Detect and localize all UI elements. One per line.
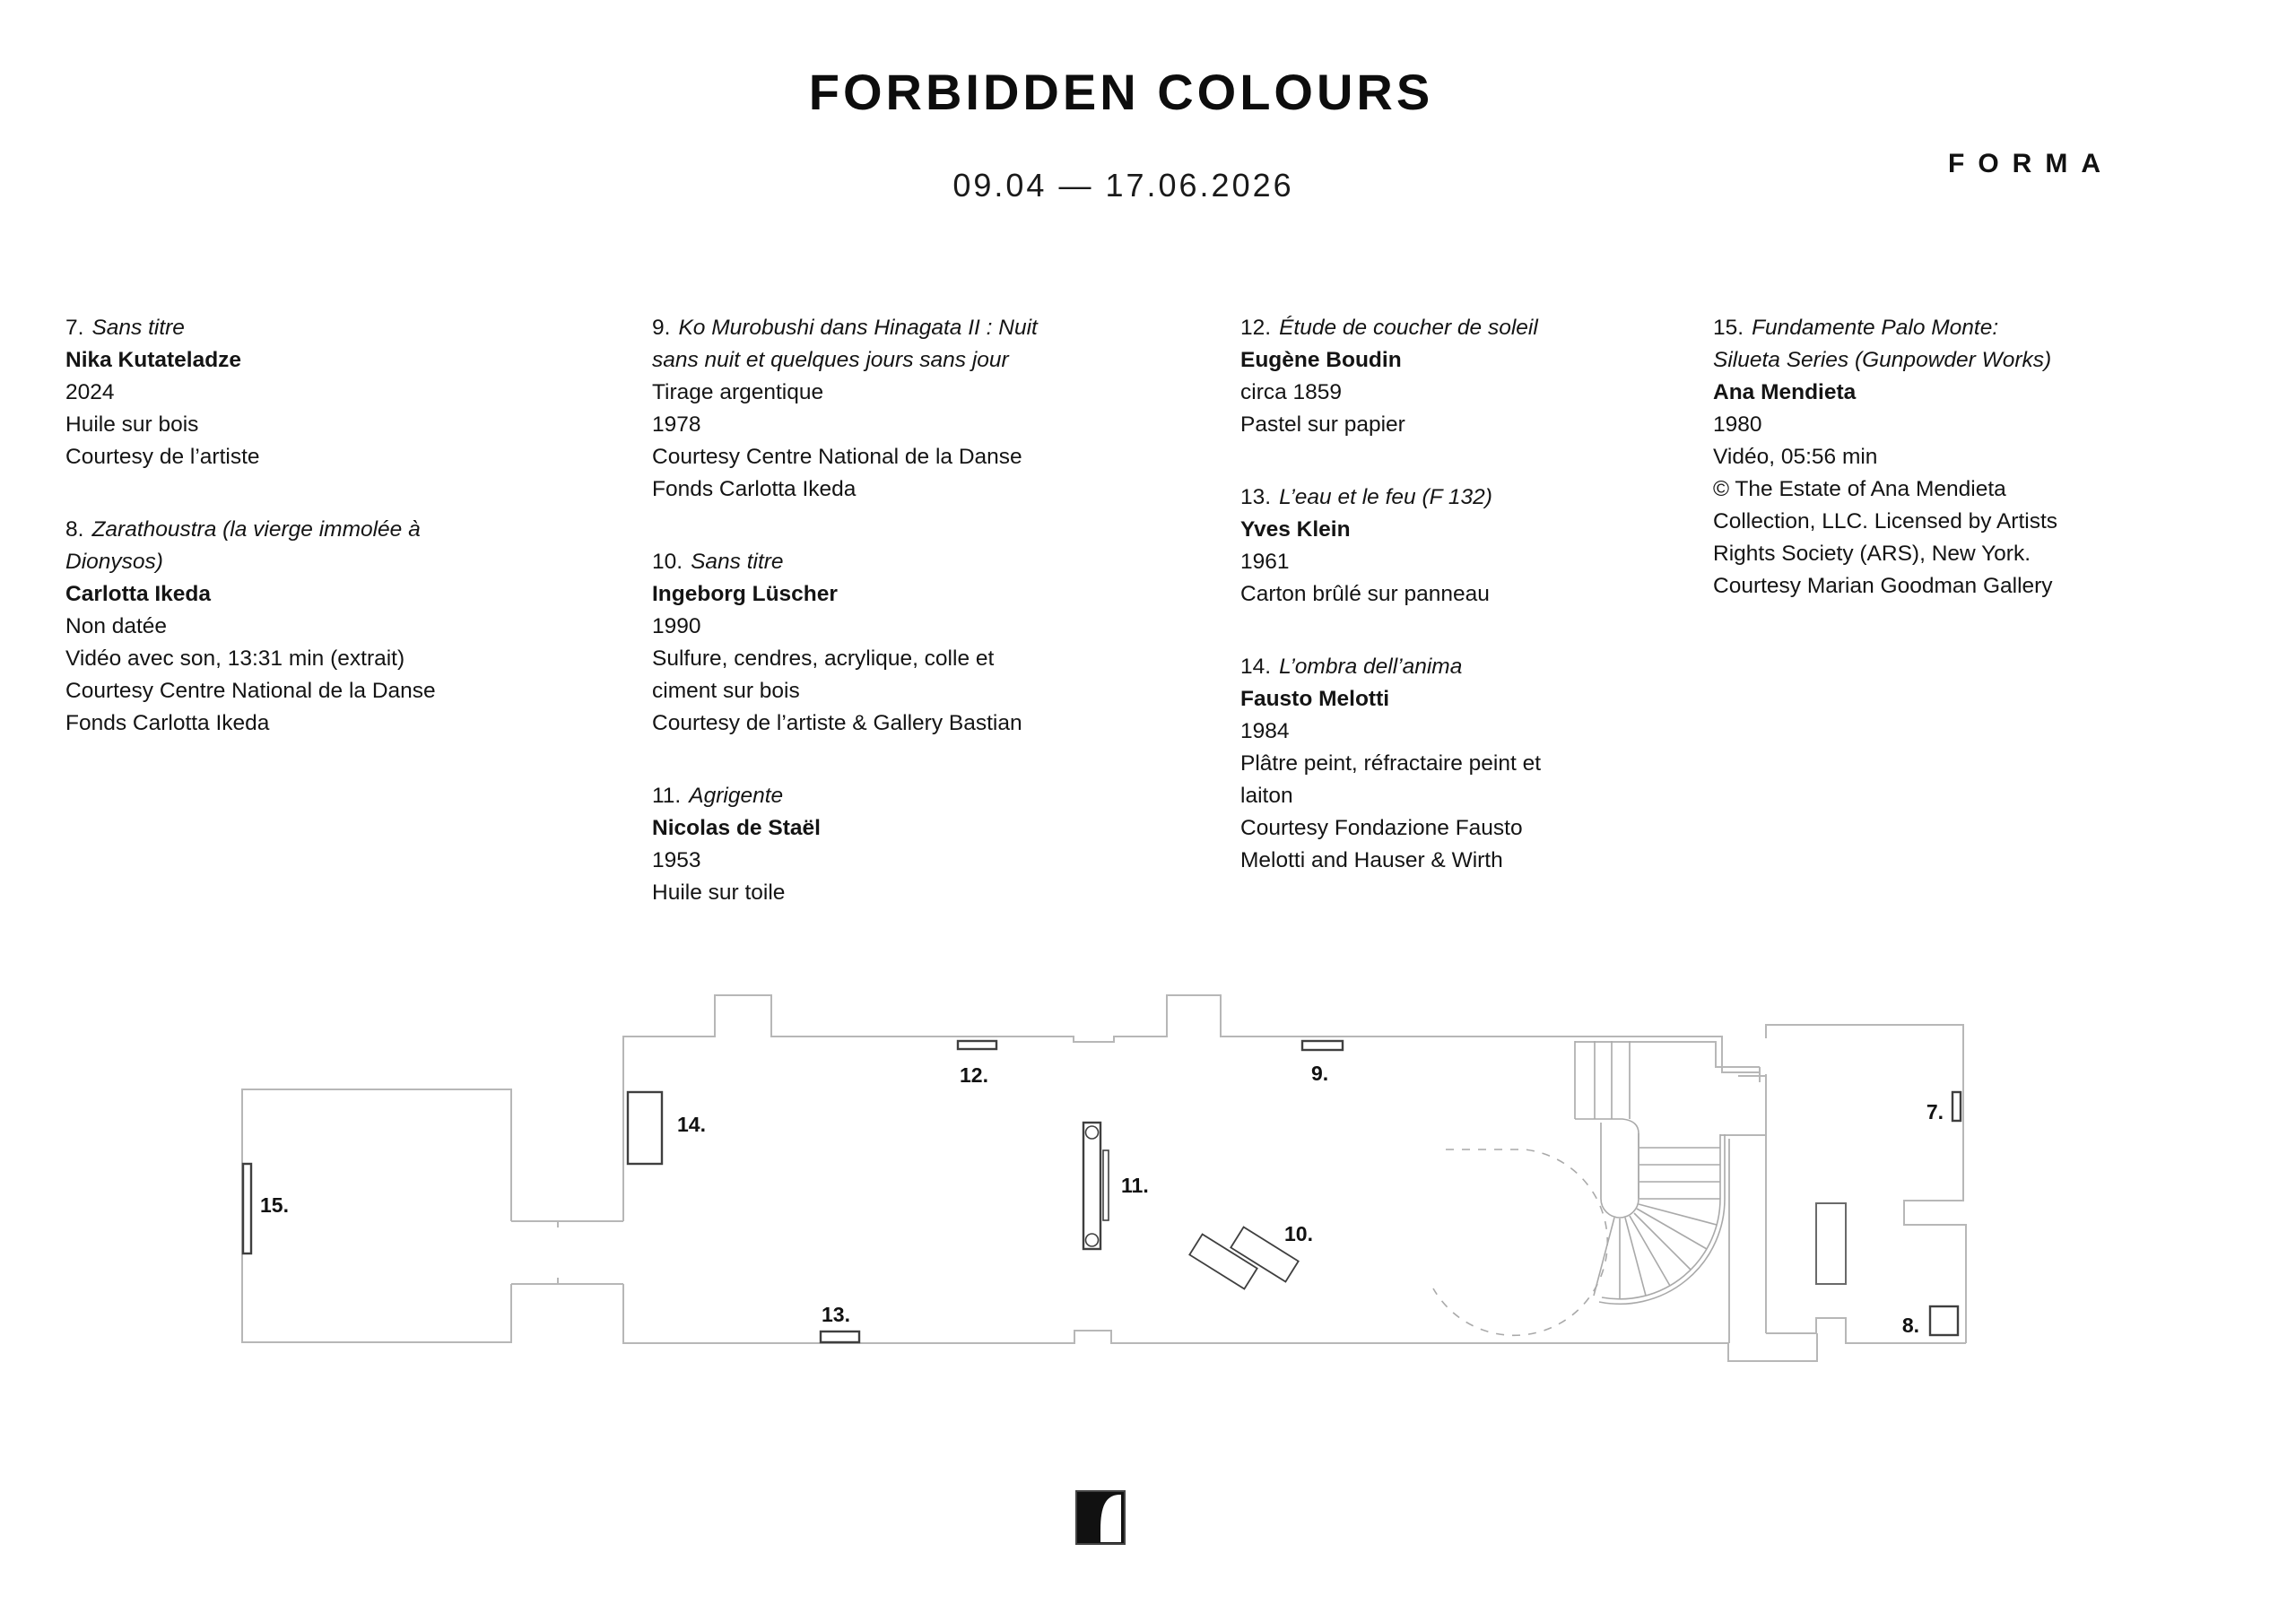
artwork-detail: circa 1859 xyxy=(1240,380,1343,404)
plan-label-10: 10. xyxy=(1284,1222,1313,1245)
hall-top-wall xyxy=(623,995,1760,1221)
plan-label-12: 12. xyxy=(960,1063,988,1087)
artwork-detail: Vidéo, 05:56 min xyxy=(1713,445,1878,469)
stair-landing-edge xyxy=(1575,1119,1639,1199)
artist-name: Yves Klein xyxy=(1240,517,1351,542)
artwork-detail: Tirage argentique xyxy=(652,380,824,404)
plan-label-13: 13. xyxy=(822,1303,850,1326)
artwork-detail: 1978 xyxy=(652,412,701,437)
artwork-detail: © The Estate of Ana Mendieta xyxy=(1713,477,2006,501)
forma-door-logo-icon xyxy=(1076,1491,1125,1544)
artwork-title: 9. Ko Murobushi dans Hinagata II : Nuit xyxy=(652,316,1038,340)
artist-name: Nika Kutateladze xyxy=(65,348,242,372)
artist-name: Ana Mendieta xyxy=(1713,380,1857,404)
artwork-title-line2: Silueta Series (Gunpowder Works) xyxy=(1713,348,2052,372)
artwork-detail: Non datée xyxy=(65,614,168,638)
artwork-detail: Fonds Carlotta Ikeda xyxy=(65,711,270,735)
stair-passage-wall xyxy=(1575,1042,1760,1067)
page-title: FORBIDDEN COLOURS xyxy=(808,64,1434,120)
stair-void-dashed xyxy=(1433,1149,1607,1335)
stair-outer-rail xyxy=(1599,1134,1725,1304)
artwork-title: 15. Fundamente Palo Monte: xyxy=(1713,316,1999,340)
artwork-detail: Rights Society (ARS), New York. xyxy=(1713,542,2031,566)
artist-name: Ingeborg Lüscher xyxy=(652,582,838,606)
artist-name: Nicolas de Staël xyxy=(652,816,821,840)
artwork-detail: Huile sur bois xyxy=(65,412,199,437)
artwork-detail: 1990 xyxy=(652,614,701,638)
artwork-title: 10. Sans titre xyxy=(652,550,784,574)
marker-11-pivot-bottom xyxy=(1086,1234,1099,1246)
artwork-title-line2: sans nuit et quelques jours sans jour xyxy=(652,348,1009,372)
artwork-detail: Pastel sur papier xyxy=(1240,412,1405,437)
marker-rect-13 xyxy=(821,1331,859,1342)
artwork-title: 14. L’ombra dell’anima xyxy=(1240,655,1463,679)
artwork-detail: 1961 xyxy=(1240,550,1290,574)
artwork-detail: 1980 xyxy=(1713,412,1762,437)
corridor-wall xyxy=(511,1221,623,1284)
artist-name: Fausto Melotti xyxy=(1240,687,1390,711)
artwork-detail: Huile sur toile xyxy=(652,880,786,905)
artwork-detail: Fonds Carlotta Ikeda xyxy=(652,477,857,501)
artwork-detail: Courtesy Centre National de la Danse xyxy=(65,679,436,703)
marker-rect-8 xyxy=(1930,1306,1958,1335)
artwork-detail: 1953 xyxy=(652,848,701,872)
marker-11-pivot-top xyxy=(1086,1126,1099,1139)
marker-11-panel xyxy=(1103,1150,1109,1220)
plan-label-15: 15. xyxy=(260,1193,289,1217)
artwork-detail: Vidéo avec son, 13:31 min (extrait) xyxy=(65,646,405,671)
artwork-detail: Carton brûlé sur panneau xyxy=(1240,582,1490,606)
exhibition-dates: 09.04 — 17.06.2026 xyxy=(952,167,1294,204)
brand-logotype: FORMA xyxy=(1948,149,2114,178)
plan-label-11: 11. xyxy=(1121,1174,1149,1197)
staircase xyxy=(1433,1041,1725,1335)
exhibit-markers xyxy=(243,1041,1961,1342)
artwork-detail: Courtesy Marian Goodman Gallery xyxy=(1713,574,2053,598)
marker-rect-7 xyxy=(1952,1092,1961,1121)
artwork-detail: Collection, LLC. Licensed by Artists xyxy=(1713,509,2058,533)
artwork-detail: ciment sur bois xyxy=(652,679,800,703)
artwork-detail: 1984 xyxy=(1240,719,1290,743)
marker-rect-11 xyxy=(1083,1123,1100,1249)
artwork-title: 12. Étude de coucher de soleil xyxy=(1240,316,1538,340)
artwork-detail: Melotti and Hauser & Wirth xyxy=(1240,848,1503,872)
artwork-detail: Sulfure, cendres, acrylique, colle et xyxy=(652,646,995,671)
artist-name: Carlotta Ikeda xyxy=(65,582,212,606)
marker-rect-12 xyxy=(958,1041,996,1049)
right-room-partition xyxy=(1816,1203,1846,1284)
stair-inner-void xyxy=(1601,1123,1639,1218)
right-room-wall xyxy=(1766,1025,1966,1343)
plan-label-9: 9. xyxy=(1311,1062,1329,1085)
artwork-title: 7. Sans titre xyxy=(65,316,185,340)
marker-rect-14 xyxy=(628,1092,662,1164)
artwork-title: 11. Agrigente xyxy=(652,784,784,808)
artwork-title-line2: Dionysos) xyxy=(65,550,163,574)
artwork-detail: laiton xyxy=(1240,784,1293,808)
straight-stair-treads xyxy=(1575,1041,1630,1119)
marker-rect-15 xyxy=(243,1164,251,1253)
artwork-detail: Courtesy de l’artiste xyxy=(65,445,260,469)
marker-rect-9 xyxy=(1302,1041,1343,1050)
winder-treads xyxy=(1594,1148,1720,1299)
artist-name: Eugène Boudin xyxy=(1240,348,1402,372)
artwork-title: 13. L’eau et le feu (F 132) xyxy=(1240,485,1492,509)
artwork-detail: Courtesy Centre National de la Danse xyxy=(652,445,1022,469)
artwork-detail: Courtesy de l’artiste & Gallery Bastian xyxy=(652,711,1022,735)
plan-label-8: 8. xyxy=(1901,1314,1919,1337)
right-room-left-wall xyxy=(1720,1074,1766,1343)
plan-label-14: 14. xyxy=(677,1113,706,1136)
artwork-title: 8. Zarathoustra (la vierge immolée à xyxy=(65,517,421,542)
plan-label-7: 7. xyxy=(1926,1100,1944,1123)
artwork-detail: Plâtre peint, réfractaire peint et xyxy=(1240,751,1542,776)
artwork-detail: 2024 xyxy=(65,380,115,404)
artwork-detail: Courtesy Fondazione Fausto xyxy=(1240,816,1523,840)
